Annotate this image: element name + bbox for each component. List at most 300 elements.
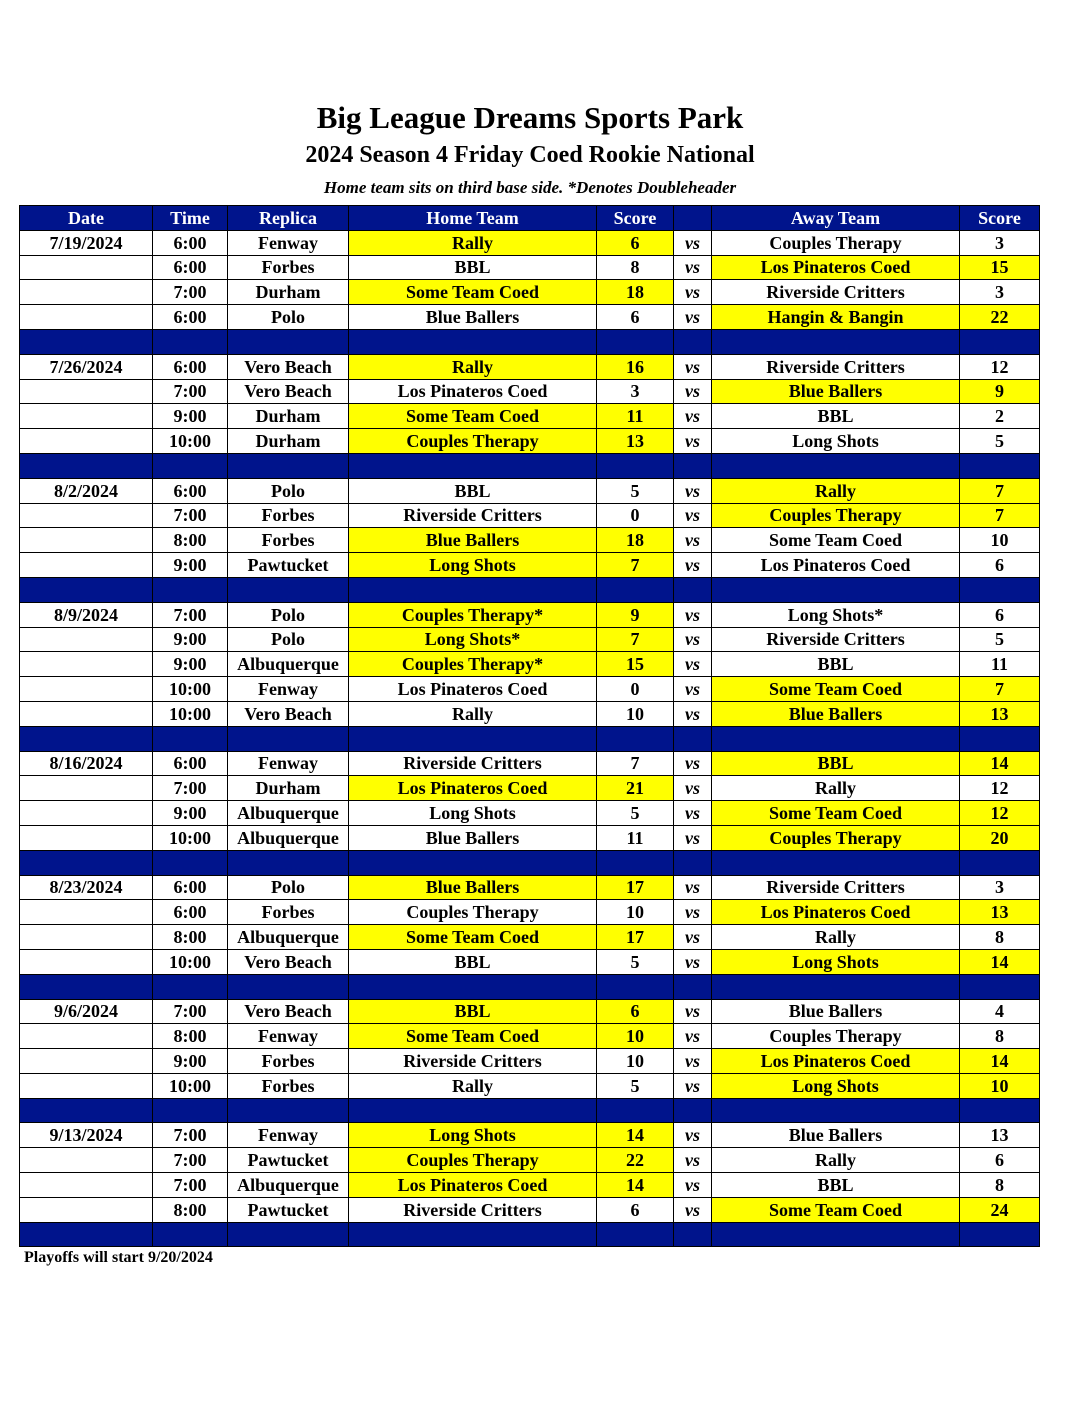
separator-cell — [712, 726, 960, 751]
home-team: Rally — [349, 1073, 597, 1098]
home-score: 6 — [597, 230, 674, 255]
vs-label: vs — [674, 801, 712, 826]
col-replica: Replica — [228, 206, 349, 231]
game-time: 10:00 — [153, 1073, 228, 1098]
separator-cell — [674, 1098, 712, 1123]
separator-cell — [228, 453, 349, 478]
page-title: Big League Dreams Sports Park — [316, 100, 744, 135]
separator-cell — [960, 1222, 1040, 1247]
table-row — [20, 925, 1040, 950]
home-team: Couples Therapy* — [349, 652, 597, 677]
game-field: Polo — [228, 875, 349, 900]
vs-label: vs — [674, 652, 712, 677]
away-team: Couples Therapy — [712, 1024, 960, 1049]
vs-label: vs — [674, 949, 712, 974]
away-team: Some Team Coed — [712, 528, 960, 553]
vs-label: vs — [674, 1197, 712, 1222]
home-team: BBL — [349, 478, 597, 503]
home-team: Long Shots — [349, 1123, 597, 1148]
away-team: Blue Ballers — [712, 379, 960, 404]
vs-label: vs — [674, 478, 712, 503]
table-row — [20, 478, 1040, 503]
home-score: 18 — [597, 280, 674, 305]
table-row — [20, 528, 1040, 553]
game-field: Forbes — [228, 900, 349, 925]
away-score: 8 — [960, 1024, 1040, 1049]
game-date — [20, 404, 153, 429]
separator-cell — [597, 453, 674, 478]
game-time: 6:00 — [153, 875, 228, 900]
home-team: Long Shots* — [349, 627, 597, 652]
home-score: 17 — [597, 925, 674, 950]
separator-cell — [960, 850, 1040, 875]
separator-cell — [597, 1098, 674, 1123]
home-team: Blue Ballers — [349, 875, 597, 900]
separator-cell — [20, 1098, 153, 1123]
separator-cell — [674, 974, 712, 999]
away-team: Riverside Critters — [712, 627, 960, 652]
separator-cell — [228, 577, 349, 602]
away-score: 12 — [960, 354, 1040, 379]
home-team: Couples Therapy — [349, 1148, 597, 1173]
separator-cell — [712, 974, 960, 999]
home-score: 8 — [597, 255, 674, 280]
separator-cell — [960, 1098, 1040, 1123]
home-score: 3 — [597, 379, 674, 404]
separator-cell — [228, 974, 349, 999]
separator-cell — [674, 726, 712, 751]
vs-label: vs — [674, 255, 712, 280]
vs-label: vs — [674, 1073, 712, 1098]
separator-cell — [712, 1098, 960, 1123]
away-team: Rally — [712, 478, 960, 503]
col-home-team: Home Team — [349, 206, 597, 231]
home-score: 16 — [597, 354, 674, 379]
away-score: 3 — [960, 230, 1040, 255]
game-field: Polo — [228, 478, 349, 503]
game-date — [20, 825, 153, 850]
home-team: BBL — [349, 999, 597, 1024]
home-score: 22 — [597, 1148, 674, 1173]
away-team: Los Pinateros Coed — [712, 255, 960, 280]
game-time: 10:00 — [153, 429, 228, 454]
away-team: Blue Ballers — [712, 999, 960, 1024]
game-field: Vero Beach — [228, 354, 349, 379]
game-field: Albuquerque — [228, 801, 349, 826]
separator-cell — [153, 1222, 228, 1247]
game-time: 7:00 — [153, 602, 228, 627]
away-team: Couples Therapy — [712, 825, 960, 850]
home-team: Couples Therapy — [349, 429, 597, 454]
schedule-table — [19, 205, 1040, 1247]
header-row — [20, 206, 1040, 231]
home-team: Couples Therapy* — [349, 602, 597, 627]
game-date: 8/16/2024 — [20, 751, 153, 776]
home-team: Some Team Coed — [349, 1024, 597, 1049]
page-note: Home team sits on third base side. *Denotes Doubleheader — [323, 178, 737, 197]
vs-label: vs — [674, 776, 712, 801]
separator-cell — [960, 453, 1040, 478]
home-team: Los Pinateros Coed — [349, 379, 597, 404]
away-score: 20 — [960, 825, 1040, 850]
game-date — [20, 776, 153, 801]
table-row — [20, 1049, 1040, 1074]
away-team: Riverside Critters — [712, 354, 960, 379]
away-score: 13 — [960, 701, 1040, 726]
table-row — [20, 280, 1040, 305]
away-team: Some Team Coed — [712, 1197, 960, 1222]
game-time: 7:00 — [153, 1173, 228, 1198]
separator-cell — [153, 1098, 228, 1123]
home-team: Blue Ballers — [349, 825, 597, 850]
vs-label: vs — [674, 553, 712, 578]
game-field: Polo — [228, 627, 349, 652]
separator-cell — [349, 453, 597, 478]
game-field: Forbes — [228, 255, 349, 280]
game-time: 7:00 — [153, 503, 228, 528]
game-date — [20, 429, 153, 454]
game-date — [20, 528, 153, 553]
table-row — [20, 1173, 1040, 1198]
game-time: 10:00 — [153, 701, 228, 726]
home-team: Some Team Coed — [349, 925, 597, 950]
game-date: 9/13/2024 — [20, 1123, 153, 1148]
table-row — [20, 1197, 1040, 1222]
home-score: 11 — [597, 825, 674, 850]
game-date — [20, 900, 153, 925]
vs-label: vs — [674, 751, 712, 776]
home-team: Some Team Coed — [349, 280, 597, 305]
away-score: 14 — [960, 751, 1040, 776]
vs-label: vs — [674, 1173, 712, 1198]
home-score: 5 — [597, 949, 674, 974]
table-row — [20, 429, 1040, 454]
game-time: 8:00 — [153, 1024, 228, 1049]
game-time: 7:00 — [153, 1148, 228, 1173]
away-score: 6 — [960, 1148, 1040, 1173]
separator-cell — [228, 1098, 349, 1123]
separator-cell — [960, 726, 1040, 751]
table-row — [20, 1073, 1040, 1098]
vs-label: vs — [674, 230, 712, 255]
home-score: 18 — [597, 528, 674, 553]
home-score: 14 — [597, 1123, 674, 1148]
home-team: Los Pinateros Coed — [349, 1173, 597, 1198]
separator-cell — [153, 453, 228, 478]
separator-cell — [349, 726, 597, 751]
game-time: 7:00 — [153, 1123, 228, 1148]
table-row — [20, 701, 1040, 726]
separator-cell — [20, 974, 153, 999]
home-score: 5 — [597, 1073, 674, 1098]
week-separator — [20, 974, 1040, 999]
away-team: Blue Ballers — [712, 1123, 960, 1148]
home-team: Blue Ballers — [349, 528, 597, 553]
game-field: Fenway — [228, 677, 349, 702]
game-date: 8/2/2024 — [20, 478, 153, 503]
game-field: Durham — [228, 429, 349, 454]
away-score: 6 — [960, 553, 1040, 578]
separator-cell — [674, 1222, 712, 1247]
game-field: Vero Beach — [228, 999, 349, 1024]
vs-label: vs — [674, 305, 712, 330]
table-row — [20, 1148, 1040, 1173]
table-row — [20, 801, 1040, 826]
table-row — [20, 553, 1040, 578]
away-team: BBL — [712, 1173, 960, 1198]
away-score: 22 — [960, 305, 1040, 330]
home-score: 11 — [597, 404, 674, 429]
game-time: 7:00 — [153, 280, 228, 305]
separator-cell — [960, 577, 1040, 602]
game-time: 7:00 — [153, 776, 228, 801]
away-score: 14 — [960, 949, 1040, 974]
game-time: 6:00 — [153, 354, 228, 379]
home-score: 0 — [597, 503, 674, 528]
home-score: 10 — [597, 900, 674, 925]
away-score: 7 — [960, 503, 1040, 528]
table-row — [20, 305, 1040, 330]
separator-cell — [228, 1222, 349, 1247]
away-team: Blue Ballers — [712, 701, 960, 726]
away-team: Rally — [712, 1148, 960, 1173]
table-row — [20, 1123, 1040, 1148]
separator-cell — [153, 329, 228, 354]
vs-label: vs — [674, 701, 712, 726]
game-date — [20, 701, 153, 726]
table-row — [20, 751, 1040, 776]
vs-label: vs — [674, 900, 712, 925]
game-field: Albuquerque — [228, 652, 349, 677]
separator-cell — [20, 726, 153, 751]
col-time: Time — [153, 206, 228, 231]
home-team: Blue Ballers — [349, 305, 597, 330]
away-score: 10 — [960, 1073, 1040, 1098]
home-team: Long Shots — [349, 801, 597, 826]
table-row — [20, 354, 1040, 379]
home-team: Rally — [349, 354, 597, 379]
table-row — [20, 1024, 1040, 1049]
game-date: 8/9/2024 — [20, 602, 153, 627]
game-field: Durham — [228, 404, 349, 429]
away-team: Los Pinateros Coed — [712, 1049, 960, 1074]
away-score: 8 — [960, 925, 1040, 950]
vs-label: vs — [674, 1024, 712, 1049]
separator-cell — [960, 329, 1040, 354]
game-date — [20, 949, 153, 974]
game-time: 6:00 — [153, 255, 228, 280]
home-team: Long Shots — [349, 553, 597, 578]
game-time: 9:00 — [153, 627, 228, 652]
game-field: Polo — [228, 602, 349, 627]
home-score: 7 — [597, 627, 674, 652]
game-field: Fenway — [228, 1123, 349, 1148]
home-score: 10 — [597, 701, 674, 726]
vs-label: vs — [674, 925, 712, 950]
col-away-team: Away Team — [712, 206, 960, 231]
home-score: 17 — [597, 875, 674, 900]
game-time: 10:00 — [153, 949, 228, 974]
game-date: 9/6/2024 — [20, 999, 153, 1024]
table-row — [20, 627, 1040, 652]
away-score: 5 — [960, 627, 1040, 652]
home-score: 6 — [597, 1197, 674, 1222]
away-score: 5 — [960, 429, 1040, 454]
game-time: 7:00 — [153, 379, 228, 404]
game-date — [20, 925, 153, 950]
game-time: 10:00 — [153, 825, 228, 850]
game-time: 7:00 — [153, 999, 228, 1024]
game-date — [20, 1049, 153, 1074]
home-team: Riverside Critters — [349, 751, 597, 776]
home-team: Rally — [349, 701, 597, 726]
away-score: 2 — [960, 404, 1040, 429]
home-team: Riverside Critters — [349, 1049, 597, 1074]
home-team: BBL — [349, 949, 597, 974]
away-score: 14 — [960, 1049, 1040, 1074]
game-date — [20, 553, 153, 578]
game-date: 7/26/2024 — [20, 354, 153, 379]
home-team: Couples Therapy — [349, 900, 597, 925]
away-team: Riverside Critters — [712, 875, 960, 900]
home-score: 0 — [597, 677, 674, 702]
separator-cell — [349, 850, 597, 875]
separator-cell — [20, 577, 153, 602]
game-time: 8:00 — [153, 925, 228, 950]
separator-cell — [674, 850, 712, 875]
game-date — [20, 801, 153, 826]
separator-cell — [228, 329, 349, 354]
vs-label: vs — [674, 280, 712, 305]
week-separator — [20, 850, 1040, 875]
game-date — [20, 305, 153, 330]
away-team: Some Team Coed — [712, 801, 960, 826]
game-date: 7/19/2024 — [20, 230, 153, 255]
vs-label: vs — [674, 1049, 712, 1074]
away-team: BBL — [712, 751, 960, 776]
away-team: Long Shots — [712, 429, 960, 454]
game-time: 8:00 — [153, 528, 228, 553]
separator-cell — [153, 974, 228, 999]
separator-cell — [960, 974, 1040, 999]
separator-cell — [153, 726, 228, 751]
away-score: 6 — [960, 602, 1040, 627]
away-team: Rally — [712, 925, 960, 950]
game-field: Durham — [228, 280, 349, 305]
game-date — [20, 677, 153, 702]
separator-cell — [674, 577, 712, 602]
separator-cell — [597, 1222, 674, 1247]
game-field: Forbes — [228, 1049, 349, 1074]
home-score: 21 — [597, 776, 674, 801]
game-date — [20, 627, 153, 652]
home-score: 14 — [597, 1173, 674, 1198]
game-time: 6:00 — [153, 751, 228, 776]
vs-label: vs — [674, 999, 712, 1024]
home-score: 10 — [597, 1024, 674, 1049]
away-score: 12 — [960, 776, 1040, 801]
separator-cell — [712, 577, 960, 602]
separator-cell — [20, 453, 153, 478]
game-field: Forbes — [228, 503, 349, 528]
away-team: Some Team Coed — [712, 677, 960, 702]
away-score: 10 — [960, 528, 1040, 553]
game-time: 8:00 — [153, 1197, 228, 1222]
game-date — [20, 1148, 153, 1173]
separator-cell — [597, 726, 674, 751]
col-vs — [674, 206, 712, 231]
game-field: Albuquerque — [228, 825, 349, 850]
table-row — [20, 999, 1040, 1024]
game-field: Forbes — [228, 528, 349, 553]
vs-label: vs — [674, 429, 712, 454]
away-score: 15 — [960, 255, 1040, 280]
week-separator — [20, 577, 1040, 602]
home-team: Los Pinateros Coed — [349, 677, 597, 702]
game-date — [20, 503, 153, 528]
vs-label: vs — [674, 379, 712, 404]
separator-cell — [597, 974, 674, 999]
separator-cell — [712, 453, 960, 478]
separator-cell — [228, 726, 349, 751]
vs-label: vs — [674, 627, 712, 652]
vs-label: vs — [674, 404, 712, 429]
separator-cell — [597, 329, 674, 354]
home-score: 6 — [597, 305, 674, 330]
table-row — [20, 875, 1040, 900]
game-date: 8/23/2024 — [20, 875, 153, 900]
vs-label: vs — [674, 528, 712, 553]
away-score: 9 — [960, 379, 1040, 404]
away-team: BBL — [712, 404, 960, 429]
game-date — [20, 652, 153, 677]
away-score: 12 — [960, 801, 1040, 826]
table-row — [20, 230, 1040, 255]
vs-label: vs — [674, 503, 712, 528]
col-home-score: Score — [597, 206, 674, 231]
vs-label: vs — [674, 1123, 712, 1148]
game-date — [20, 255, 153, 280]
game-field: Forbes — [228, 1073, 349, 1098]
week-separator — [20, 329, 1040, 354]
home-team: Riverside Critters — [349, 1197, 597, 1222]
home-team: Rally — [349, 230, 597, 255]
separator-cell — [349, 577, 597, 602]
game-field: Durham — [228, 776, 349, 801]
game-date — [20, 1197, 153, 1222]
week-separator — [20, 453, 1040, 478]
vs-label: vs — [674, 354, 712, 379]
away-team: Los Pinateros Coed — [712, 553, 960, 578]
home-team: BBL — [349, 255, 597, 280]
separator-cell — [349, 1098, 597, 1123]
away-team: Long Shots — [712, 1073, 960, 1098]
game-field: Pawtucket — [228, 553, 349, 578]
footer-note: Playoffs will start 9/20/2024 — [24, 1249, 213, 1266]
separator-cell — [20, 1222, 153, 1247]
home-score: 7 — [597, 553, 674, 578]
table-row — [20, 652, 1040, 677]
separator-cell — [153, 577, 228, 602]
game-field: Albuquerque — [228, 925, 349, 950]
game-field: Pawtucket — [228, 1197, 349, 1222]
table-row — [20, 825, 1040, 850]
away-score: 13 — [960, 1123, 1040, 1148]
away-team: Long Shots — [712, 949, 960, 974]
game-time: 10:00 — [153, 677, 228, 702]
vs-label: vs — [674, 825, 712, 850]
vs-label: vs — [674, 677, 712, 702]
